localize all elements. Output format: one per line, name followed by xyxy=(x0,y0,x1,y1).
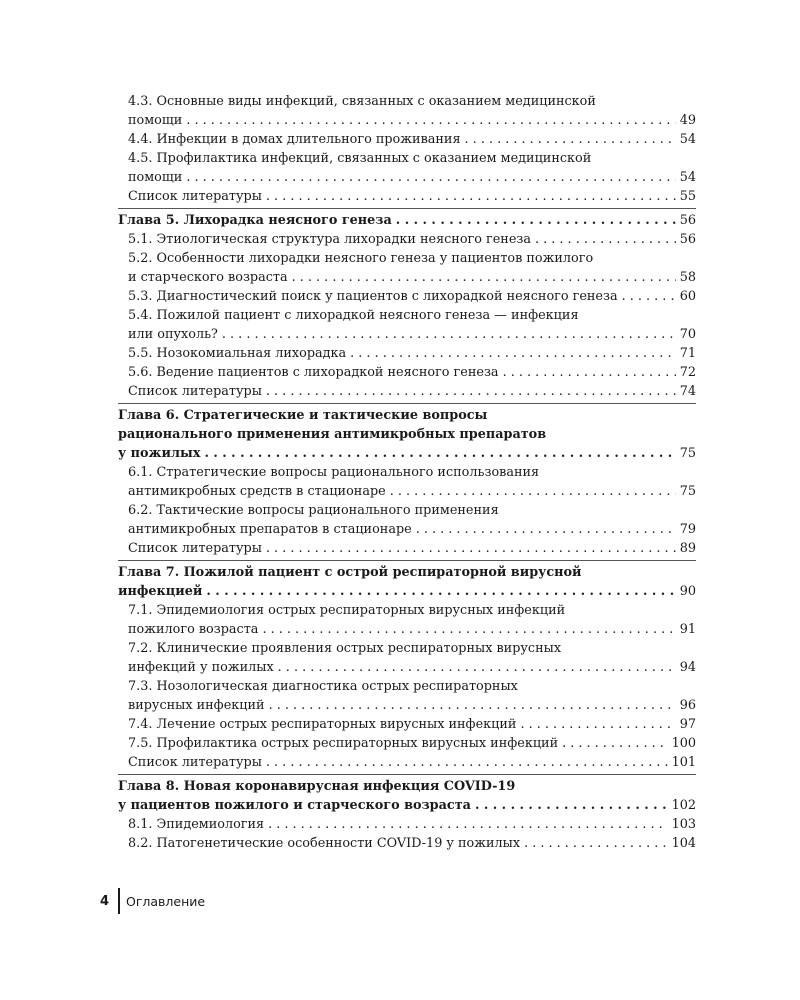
toc-entry-text: помощи xyxy=(128,170,183,185)
toc-entry-text: у пациентов пожилого и старческого возраста xyxy=(118,798,471,813)
toc-page-number: 104 xyxy=(671,836,696,851)
dot-leader xyxy=(503,363,676,382)
toc-entry-text: Список литературы xyxy=(128,541,262,556)
toc-page-number: 56 xyxy=(679,232,696,247)
toc-page-number: 89 xyxy=(679,541,696,556)
toc-page-number: 101 xyxy=(671,755,696,770)
toc-entry-text: 4.3. Основные виды инфекций, связанных с оказанием медицинской xyxy=(128,94,596,109)
toc-entry-text: 4.5. Профилактика инфекций, связанных с оказанием медицинской xyxy=(128,151,592,166)
toc-section-entry[interactable] xyxy=(118,834,696,853)
toc-entry-text: 7.1. Эпидемиология острых респираторных вирусных инфекций xyxy=(128,603,566,618)
toc-page-number: 56 xyxy=(679,213,696,228)
toc-section-entry[interactable] xyxy=(118,230,696,249)
toc-page-number: 75 xyxy=(679,484,696,499)
dot-leader xyxy=(390,482,676,501)
toc-entry-text: 5.4. Пожилой пациент с лихорадкой неясного генеза — инфекция xyxy=(128,308,579,323)
toc-section-entry[interactable] xyxy=(118,815,696,834)
dot-leader xyxy=(292,268,676,287)
toc-chapter-entry[interactable] xyxy=(118,563,696,601)
toc-page-number: 97 xyxy=(679,717,696,732)
toc-section-entry[interactable] xyxy=(118,344,696,363)
dot-leader xyxy=(350,344,676,363)
toc-chapter-entry[interactable] xyxy=(118,777,696,815)
toc-section-entry[interactable] xyxy=(118,363,696,382)
toc-entry-text: Список литературы xyxy=(128,189,262,204)
toc-entry-text: антимикробных препаратов в стационаре xyxy=(128,522,412,537)
toc-entry-text: антимикробных средств в стационаре xyxy=(128,484,386,499)
table-of-contents xyxy=(118,92,696,853)
toc-page-number: 49 xyxy=(679,113,696,128)
dot-leader xyxy=(266,187,676,206)
toc-page-number: 90 xyxy=(679,584,696,599)
toc-section-entry[interactable] xyxy=(118,463,696,501)
toc-entry-text: Глава 5. Лихорадка неясного генеза xyxy=(118,213,392,228)
dot-leader xyxy=(416,520,676,539)
dot-leader xyxy=(520,715,675,734)
toc-page-number: 102 xyxy=(671,798,696,813)
page-footer xyxy=(100,888,205,914)
chapter-separator xyxy=(118,560,696,561)
toc-page-number: 58 xyxy=(679,270,696,285)
toc-section-entry[interactable] xyxy=(118,92,696,130)
toc-entry-text: 7.5. Профилактика острых респираторных вирусных инфекций xyxy=(128,736,559,751)
toc-entry-text: 8.1. Эпидемиология xyxy=(128,817,265,832)
dot-leader xyxy=(204,444,675,463)
dot-leader xyxy=(278,658,676,677)
toc-section-entry[interactable] xyxy=(118,734,696,753)
toc-section-entry[interactable] xyxy=(118,639,696,677)
toc-entry-text: 7.4. Лечение острых респираторных вирусных инфекций xyxy=(128,717,517,732)
dot-leader xyxy=(266,539,676,558)
toc-entry-text: инфекций у пожилых xyxy=(128,660,274,675)
dot-leader xyxy=(186,111,675,130)
toc-page-number: 74 xyxy=(679,384,696,399)
toc-page-number: 96 xyxy=(679,698,696,713)
toc-page-number: 103 xyxy=(671,817,696,832)
dot-leader xyxy=(269,696,676,715)
toc-entry-text: Список литературы xyxy=(128,384,262,399)
toc-chapter-entry[interactable] xyxy=(118,406,696,463)
chapter-separator xyxy=(118,403,696,404)
dot-leader xyxy=(262,620,675,639)
toc-entry-text: 5.6. Ведение пациентов с лихорадкой неясного генеза xyxy=(128,365,499,380)
toc-section-entry[interactable] xyxy=(118,715,696,734)
toc-entry-text: 5.3. Диагностический поиск у пациентов с лихорадкой неясного генеза xyxy=(128,289,618,304)
toc-entry-text: или опухоль? xyxy=(128,327,218,342)
toc-section-entry[interactable] xyxy=(118,601,696,639)
dot-leader xyxy=(266,382,676,401)
toc-page-number: 91 xyxy=(679,622,696,637)
toc-entry-text: у пожилых xyxy=(118,446,201,461)
dot-leader xyxy=(206,582,675,601)
toc-entry-text: Глава 6. Стратегические и тактические вопросы xyxy=(118,408,488,423)
page-number: 4 xyxy=(100,893,110,909)
toc-section-entry[interactable] xyxy=(118,677,696,715)
toc-page-number: 54 xyxy=(679,170,696,185)
toc-entry-text: и старческого возраста xyxy=(128,270,288,285)
toc-page-number: 71 xyxy=(679,346,696,361)
running-title: Оглавление xyxy=(126,893,206,909)
dot-leader xyxy=(268,815,667,834)
toc-page-number: 72 xyxy=(679,365,696,380)
dot-leader xyxy=(186,168,675,187)
toc-section-entry[interactable] xyxy=(118,539,696,558)
toc-page-number: 79 xyxy=(679,522,696,537)
toc-entry-text: помощи xyxy=(128,113,183,128)
toc-section-entry[interactable] xyxy=(118,753,696,772)
toc-entry-text: 5.2. Особенности лихорадки неясного генеза у пациентов пожилого xyxy=(128,251,594,266)
dot-leader xyxy=(465,130,676,149)
toc-section-entry[interactable] xyxy=(118,249,696,287)
toc-section-entry[interactable] xyxy=(118,306,696,344)
toc-entry-text: 6.1. Стратегические вопросы рационального использования xyxy=(128,465,540,480)
toc-page-number: 94 xyxy=(679,660,696,675)
toc-section-entry[interactable] xyxy=(118,501,696,539)
toc-section-entry[interactable] xyxy=(118,130,696,149)
toc-section-entry[interactable] xyxy=(118,187,696,206)
toc-entry-text: 8.2. Патогенетические особенности COVID-19 у пожилых xyxy=(128,836,521,851)
toc-entry-text: вирусных инфекций xyxy=(128,698,265,713)
toc-page-number: 75 xyxy=(679,446,696,461)
toc-page-number: 60 xyxy=(679,289,696,304)
toc-entry-text: Глава 8. Новая коронавирусная инфекция COVID-19 xyxy=(118,779,516,794)
toc-chapter-entry[interactable] xyxy=(118,211,696,230)
dot-leader xyxy=(562,734,667,753)
chapter-separator xyxy=(118,774,696,775)
toc-section-entry[interactable] xyxy=(118,382,696,401)
dot-leader xyxy=(535,230,676,249)
dot-leader xyxy=(266,753,668,772)
toc-entry-text: 6.2. Тактические вопросы рационального применения xyxy=(128,503,499,518)
dot-leader xyxy=(396,211,676,230)
toc-entry-text: 7.2. Клинические проявления острых респираторных вирусных xyxy=(128,641,562,656)
toc-entry-text: инфекцией xyxy=(118,584,203,599)
toc-page-number: 55 xyxy=(679,189,696,204)
toc-entry-text: Глава 7. Пожилой пациент с острой респираторной вирусной xyxy=(118,565,582,580)
dot-leader xyxy=(222,325,676,344)
toc-page-number: 100 xyxy=(671,736,696,751)
toc-entry-text: 5.1. Этиологическая структура лихорадки неясного генеза xyxy=(128,232,532,247)
toc-entry-text: 5.5. Нозокомиальная лихорадка xyxy=(128,346,347,361)
toc-entry-text: 4.4. Инфекции в домах длительного проживания xyxy=(128,132,461,147)
toc-entry-text: Список литературы xyxy=(128,755,262,770)
dot-leader xyxy=(475,796,668,815)
toc-entry-text: рационального применения антимикробных препаратов xyxy=(118,427,547,442)
toc-section-entry[interactable] xyxy=(118,287,696,306)
toc-page-number: 70 xyxy=(679,327,696,342)
toc-page-number: 54 xyxy=(679,132,696,147)
dot-leader xyxy=(524,834,667,853)
toc-section-entry[interactable] xyxy=(118,149,696,187)
toc-entry-text: пожилого возраста xyxy=(128,622,259,637)
dot-leader xyxy=(622,287,676,306)
toc-entry-text: 7.3. Нозологическая диагностика острых респираторных xyxy=(128,679,518,694)
footer-divider xyxy=(118,888,120,914)
chapter-separator xyxy=(118,208,696,209)
